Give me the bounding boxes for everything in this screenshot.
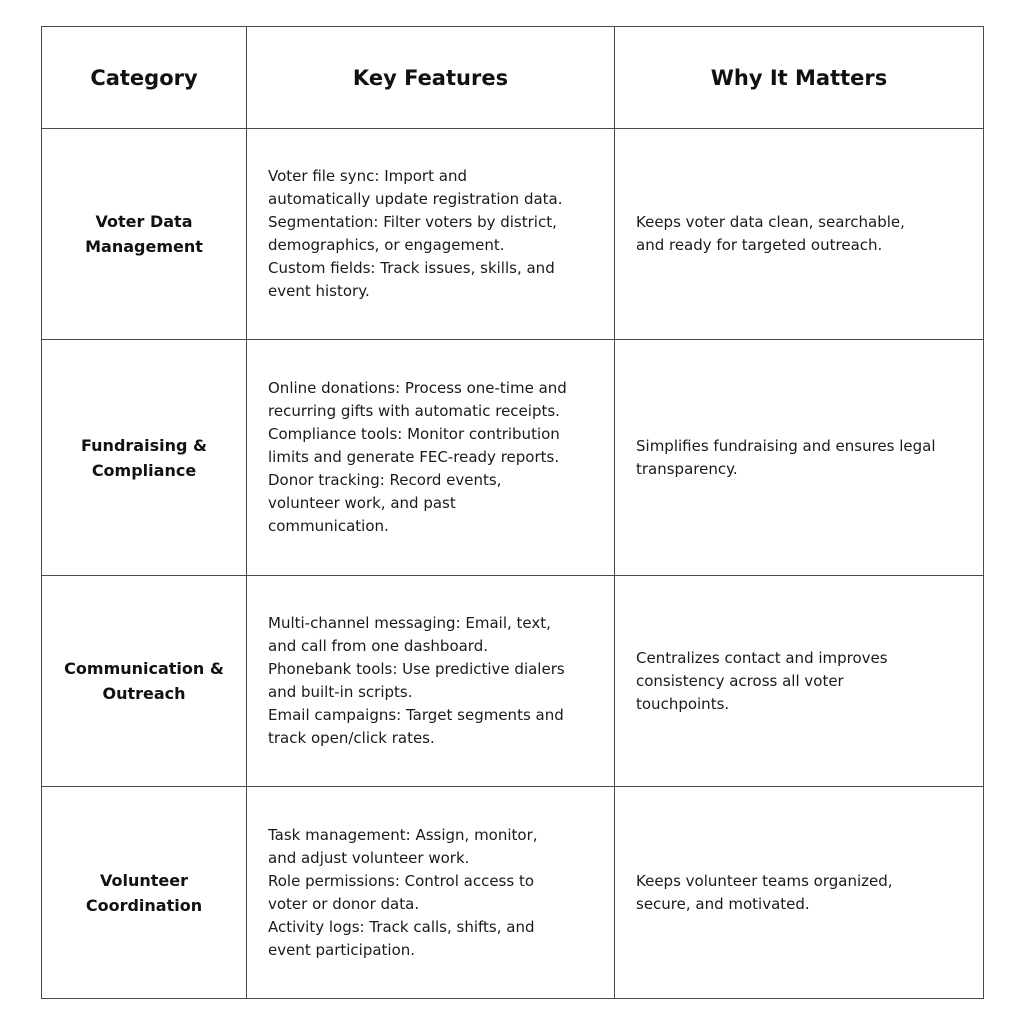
feature-line: automatically update registration data.: [268, 190, 563, 208]
category-cell: [42, 340, 247, 576]
feature-line: communication.: [268, 517, 389, 535]
category-cell: [42, 787, 247, 999]
features-cell: [247, 340, 615, 576]
why-cell: [615, 787, 984, 999]
category-line: Compliance: [91, 460, 197, 480]
feature-line: track open/click rates.: [268, 729, 435, 747]
feature-line: voter or donor data.: [268, 894, 420, 913]
feature-line: event history.: [268, 282, 370, 300]
why-line: Keeps volunteer teams organized,: [636, 871, 893, 890]
header-key-features: Key Features: [247, 27, 615, 129]
table-row: [42, 340, 984, 576]
why-line: consistency across all voter: [636, 671, 844, 690]
feature-line: and built-in scripts.: [268, 683, 413, 701]
category-line: Communication &: [64, 659, 224, 678]
feature-line: Voter file sync: Import and: [268, 167, 467, 185]
feature-line: Donor tracking: Record events,: [268, 471, 502, 489]
category-cell: [42, 129, 247, 340]
why-cell: [615, 340, 984, 576]
why-line: transparency.: [636, 459, 738, 478]
why-cell: [615, 576, 984, 787]
category-line: Outreach: [102, 684, 186, 703]
feature-line: Phonebank tools: Use predictive dialers: [268, 660, 565, 678]
feature-line: Custom fields: Track issues, skills, and: [268, 259, 555, 277]
why-line: touchpoints.: [636, 694, 730, 713]
feature-line: Online donations: Process one-time and: [268, 379, 567, 397]
category-line: Volunteer: [99, 870, 188, 890]
feature-line: and adjust volunteer work.: [268, 848, 470, 867]
table-row: [42, 787, 984, 999]
feature-line: demographics, or engagement.: [268, 236, 505, 254]
feature-line: Email campaigns: Target segments and: [268, 706, 564, 724]
feature-line: Multi-channel messaging: Email, text,: [268, 614, 551, 632]
header-why-it-matters: Why It Matters: [615, 27, 984, 129]
why-cell: [615, 129, 984, 340]
why-line: Keeps voter data clean, searchable,: [636, 213, 905, 231]
feature-line: Activity logs: Track calls, shifts, and: [268, 917, 535, 936]
feature-line: event participation.: [268, 940, 416, 959]
feature-line: Segmentation: Filter voters by district,: [268, 213, 557, 231]
feature-line: volunteer work, and past: [268, 494, 456, 512]
features-cell: [247, 576, 615, 787]
why-line: and ready for targeted outreach.: [636, 236, 883, 254]
table-row: [42, 576, 984, 787]
category-line: Coordination: [85, 895, 203, 915]
feature-line: Role permissions: Control access to: [268, 871, 535, 890]
feature-line: recurring gifts with automatic receipts.: [268, 402, 560, 420]
why-line: Simplifies fundraising and ensures legal: [636, 436, 936, 455]
feature-line: Compliance tools: Monitor contribution: [268, 425, 560, 443]
feature-line: limits and generate FEC-ready reports.: [268, 448, 560, 466]
category-line: Management: [85, 237, 203, 256]
table-header-row: [42, 27, 984, 129]
feature-line: and call from one dashboard.: [268, 637, 489, 655]
category-line: Fundraising &: [81, 435, 207, 455]
feature-line: Task management: Assign, monitor,: [268, 825, 538, 844]
category-cell: [42, 576, 247, 787]
why-line: secure, and motivated.: [636, 894, 810, 913]
header-category: Category: [42, 27, 247, 129]
features-cell: [247, 787, 615, 999]
why-line: Centralizes contact and improves: [636, 648, 888, 667]
category-line: Voter Data: [95, 212, 193, 231]
features-table: [41, 26, 984, 999]
table-row: [42, 129, 984, 340]
features-cell: [247, 129, 615, 340]
